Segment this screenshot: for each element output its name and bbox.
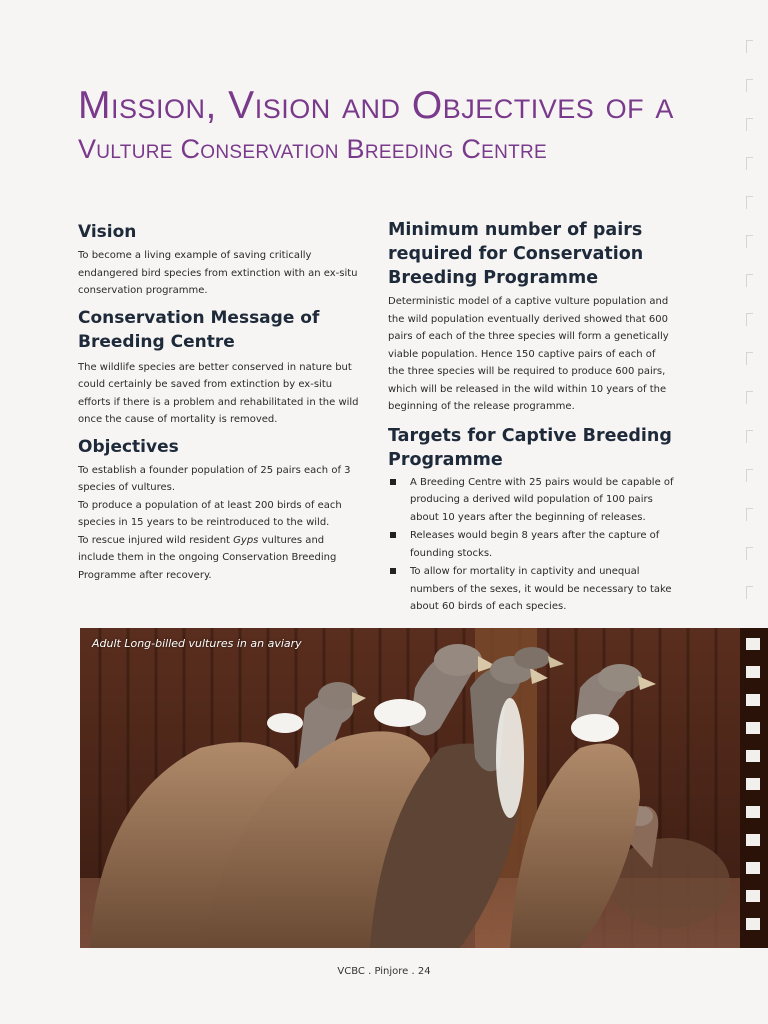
page-title <box>78 84 698 164</box>
title-line-1: Mission, Vision and Objectives of a <box>78 84 674 127</box>
objective-item-2: To produce a population of at least 200 birds of each species in 15 years to be reintroduced to the wild. <box>78 499 342 528</box>
minimum-pairs-section <box>388 218 674 416</box>
vision-heading: Vision <box>78 222 137 242</box>
binding-mark <box>746 235 753 248</box>
right-column <box>388 218 674 622</box>
binding-mark <box>746 157 753 170</box>
binding-mark <box>746 40 753 53</box>
binding-mark <box>746 430 753 443</box>
square-bullet-icon <box>390 532 396 538</box>
square-bullet-icon <box>390 479 396 485</box>
binding-mark <box>746 586 753 599</box>
target-item-text: A Breeding Centre with 25 pairs would be capable of producing a derived wild population of 100 pairs about 10 years after the beginning of releases. <box>410 476 674 523</box>
objective-item-3 <box>78 532 360 585</box>
page-footer: VCBC . Pinjore . 24 <box>337 966 431 977</box>
objective-item-3-end: vultures and include them in the ongoing Conservation Breeding Programme after recovery. <box>78 534 337 581</box>
objective-item-3-start: To rescue injured wild resident <box>78 534 234 546</box>
binding-mark <box>746 196 753 209</box>
binding-edge-marks <box>746 40 760 625</box>
binding-mark <box>746 508 753 521</box>
objective-item-3-genus: Gyps <box>233 534 259 546</box>
target-item-text: To allow for mortality in captivity and unequal numbers of the sexes, it would be necessary to take about 60 birds of each species. <box>410 566 672 612</box>
targets-list <box>388 474 674 616</box>
vultures-illustration <box>80 628 768 948</box>
list-item <box>388 527 674 562</box>
photo-caption: Adult Long-billed vultures in an aviary <box>92 637 302 650</box>
message-text: The wildlife species are better conserved in nature but could certainly be saved from extinction by ex-situ efforts if there is a problem and rehabilitated in the wild once the cause of mortality is removed. <box>78 361 359 425</box>
binding-mark <box>746 352 753 365</box>
binding-mark <box>746 313 753 326</box>
binding-mark <box>746 469 753 482</box>
square-bullet-icon <box>390 568 396 574</box>
targets-section <box>388 424 674 616</box>
minimum-pairs-heading: Minimum number of pairs required for Conservation Breeding Programme <box>388 220 644 288</box>
list-item <box>388 474 674 527</box>
vision-text: To become a living example of saving critically endangered bird species from extinction with an ex-situ conservation programme. <box>78 250 358 296</box>
minimum-pairs-text: Deterministic model of a captive vulture population and the wild population eventually derived showed that 600 pairs of each of the three species will form a genetically viable population. Hence 150 captive pairs of each of the three species will be required to produce 600 pairs, which will be released in the wild within 10 years of the beginning of the release programme. <box>388 296 669 412</box>
binding-mark <box>746 79 753 92</box>
target-item-text: Releases would begin 8 years after the capture of founding stocks. <box>410 530 660 559</box>
binding-mark <box>746 547 753 560</box>
list-item <box>388 563 674 616</box>
targets-heading: Targets for Captive Breeding Programme <box>388 425 672 470</box>
objectives-heading: Objectives <box>78 436 179 457</box>
vision-section <box>78 220 360 300</box>
message-section <box>78 306 360 429</box>
objectives-section <box>78 435 360 585</box>
binding-mark <box>746 118 753 131</box>
left-column <box>78 218 360 590</box>
binding-mark <box>746 274 753 287</box>
objective-item-1: To establish a founder population of 25 pairs each of 3 species of vultures. <box>78 464 351 493</box>
binding-mark <box>746 391 753 404</box>
vultures-photo <box>80 628 768 948</box>
title-line-2: Vulture Conservation Breeding Centre <box>78 133 548 164</box>
message-heading: Conservation Message of Breeding Centre <box>78 307 320 352</box>
